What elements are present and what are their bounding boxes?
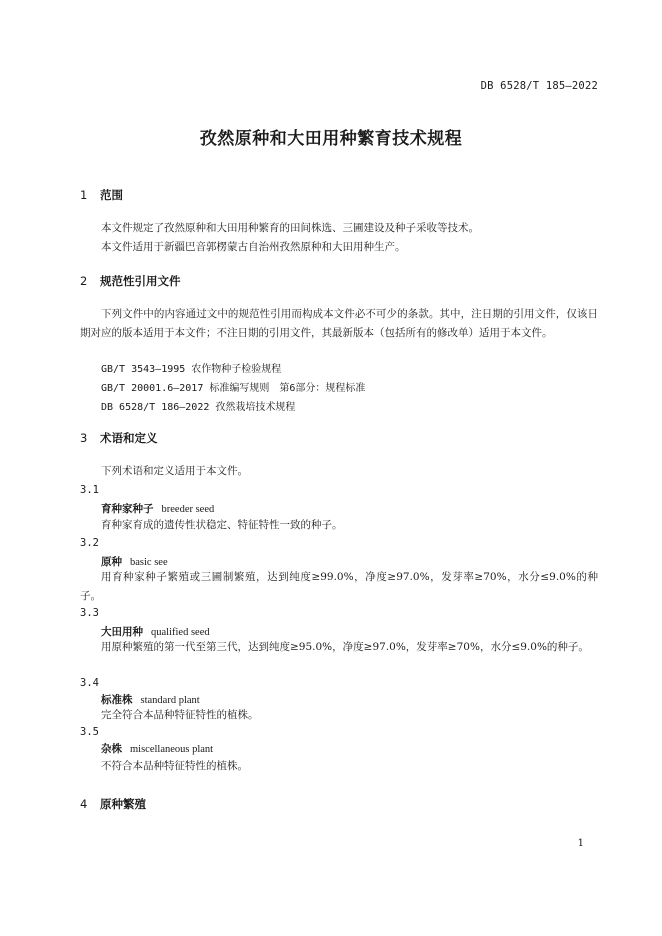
term-number: 3.1 bbox=[80, 484, 99, 496]
section-title: 范围 bbox=[100, 188, 123, 202]
term-definition: 用原种繁殖的第一代至第三代，达到纯度≥95.0%，净度≥97.0%，发芽率≥70%，水分≤9.0%的种子。 bbox=[101, 641, 589, 653]
term-english: breeder seed bbox=[161, 504, 215, 515]
section-1-paragraph: 本文件适用于新疆巴音郭楞蒙古自治州孜然原种和大田用种生产。 bbox=[101, 241, 406, 253]
term-definition: 不符合本品种特征特性的植株。 bbox=[101, 760, 248, 772]
term-definition: 完全符合本品种特征特性的植株。 bbox=[101, 709, 259, 721]
term-name bbox=[101, 624, 210, 639]
normative-reference: DB 6528/T 186—2022 孜然栽培技术规程 bbox=[101, 402, 296, 413]
term-number: 3.5 bbox=[80, 726, 99, 738]
section-1-paragraph: 本文件规定了孜然原种和大田用种繁育的田间株选、三圃建设及种子采收等技术。 bbox=[101, 222, 479, 234]
document-code: DB 6528/T 185—2022 bbox=[480, 80, 598, 92]
section-number: 2 bbox=[80, 274, 88, 288]
term-number: 3.3 bbox=[80, 607, 99, 619]
term-chinese: 原种 bbox=[101, 556, 122, 568]
section-2-heading bbox=[80, 273, 181, 289]
term-name bbox=[101, 554, 168, 569]
section-title: 术语和定义 bbox=[100, 431, 158, 445]
section-2-intro: 下列文件中的内容通过文中的规范性引用而构成本文件必不可少的条款。其中，注日期的引用文件，仅该日期对应的版本适用于本文件；不注日期的引用文件，其最新版本（包括所有的修改单）适用于本文件。 bbox=[80, 308, 598, 339]
normative-reference: GB/T 20001.6—2017 标准编写规则 第6部分：规程标准 bbox=[101, 383, 366, 394]
term-english: basic see bbox=[130, 557, 168, 568]
term-definition: 育种家育成的遗传性状稳定、特征特性一致的种子。 bbox=[101, 519, 343, 531]
term-english: standard plant bbox=[140, 695, 200, 706]
term-chinese: 大田用种 bbox=[101, 626, 143, 638]
document-title: 孜然原种和大田用种繁育技术规程 bbox=[199, 129, 463, 149]
section-number: 3 bbox=[80, 431, 88, 445]
term-chinese: 杂株 bbox=[101, 743, 122, 755]
section-number: 4 bbox=[80, 797, 88, 811]
term-chinese: 标准株 bbox=[101, 694, 133, 706]
section-3-intro: 下列术语和定义适用于本文件。 bbox=[101, 465, 248, 477]
term-chinese: 育种家种子 bbox=[101, 503, 154, 515]
term-english: miscellaneous plant bbox=[130, 744, 214, 755]
term-name bbox=[101, 741, 213, 756]
section-title: 规范性引用文件 bbox=[100, 274, 181, 288]
term-number: 3.2 bbox=[80, 537, 99, 549]
term-english: qualified seed bbox=[151, 627, 210, 638]
section-title: 原种繁殖 bbox=[100, 797, 146, 811]
term-name bbox=[101, 501, 214, 516]
page-number: 1 bbox=[577, 838, 584, 849]
normative-reference: GB/T 3543—1995 农作物种子检验规程 bbox=[101, 364, 282, 375]
section-number: 1 bbox=[80, 188, 88, 202]
section-4-heading bbox=[80, 796, 146, 812]
term-number: 3.4 bbox=[80, 677, 99, 689]
term-name bbox=[101, 692, 200, 707]
term-definition: 用育种家种子繁殖或三圃制繁殖，达到纯度≥99.0%，净度≥97.0%，发芽率≥70%，水分≤9.0%的种子。 bbox=[80, 571, 598, 602]
section-3-heading bbox=[80, 430, 158, 446]
section-1-heading bbox=[80, 187, 123, 203]
